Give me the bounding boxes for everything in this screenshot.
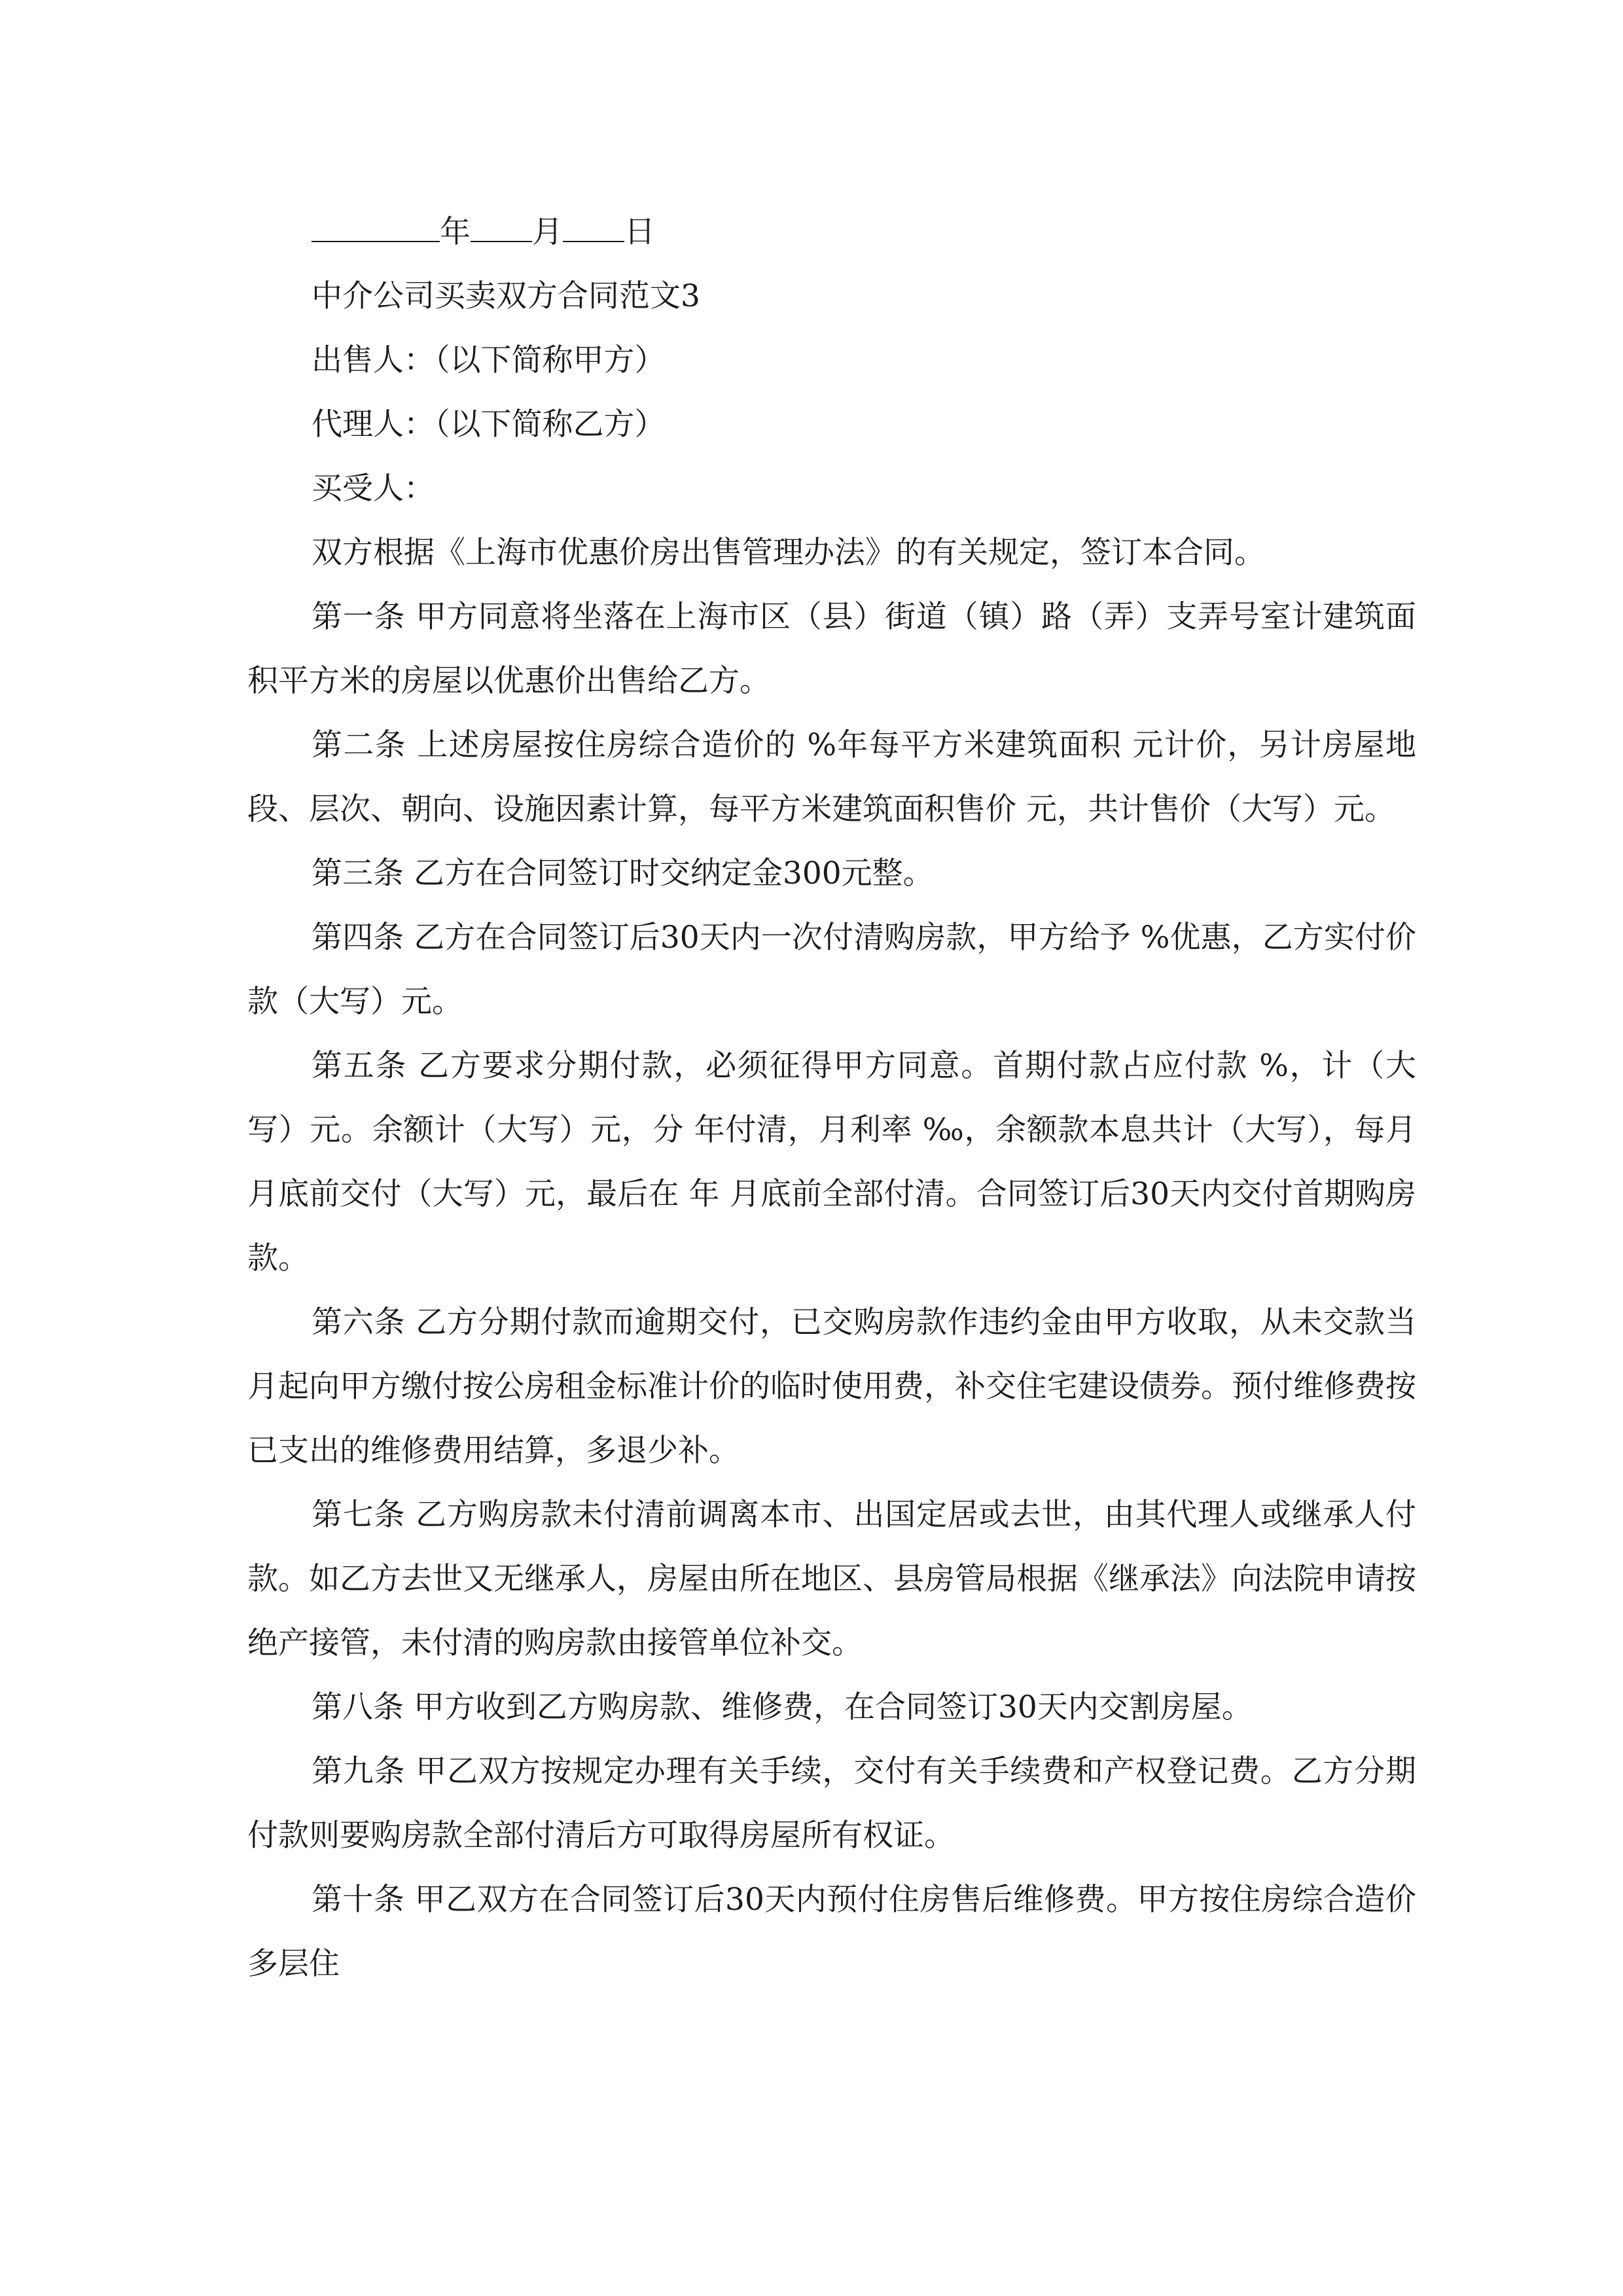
year-blank (312, 202, 440, 242)
document-title: 中介公司买卖双方合同范文3 (312, 278, 700, 314)
article-3: 第三条 乙方在合同签订时交纳定金300元整。 (312, 855, 934, 891)
agent-line: 代理人：（以下简称乙方） (312, 406, 666, 442)
day-label: 日 (624, 214, 655, 250)
article-5: 第五条 乙方要求分期付款，必须征得甲方同意。首期付款占应付款 %，计（大写）元。余额计（大写）元，分 年付清，月利率 ‰，余额款本息共计（大写），每月月底前交付（大写）元，最后在 年 月底前全部付清。合同签订后30天内交付首期购房款。 (247, 1048, 1416, 1276)
date-line (247, 200, 1416, 264)
article-4: 第四条 乙方在合同签订后30天内一次付清购房款，甲方给予 %优惠，乙方实付价款（大写）元。 (247, 920, 1416, 1020)
article-1: 第一条 甲方同意将坐落在上海市区（县）街道（镇）路（弄）支弄号室计建筑面积平方米的房屋以优惠价出售给乙方。 (247, 599, 1416, 699)
month-blank (471, 202, 532, 242)
article-10: 第十条 甲乙双方在合同签订后30天内预付住房售后维修费。甲方按住房综合造价多层住 (247, 1882, 1416, 1982)
article-9: 第九条 甲乙双方按规定办理有关手续，交付有关手续费和产权登记费。乙方分期付款则要购房款全部付清后方可取得房屋所有权证。 (247, 1753, 1416, 1854)
document-body (247, 200, 1416, 1996)
day-blank (563, 202, 624, 242)
article-7: 第七条 乙方购房款未付清前调离本市、出国定居或去世，由其代理人或继承人付款。如乙方去世又无继承人，房屋由所在地区、县房管局根据《继承法》向法院申请按绝产接管，未付清的购房款由接管单位补交。 (247, 1497, 1416, 1661)
article-6: 第六条 乙方分期付款而逾期交付，已交购房款作违约金由甲方收取，从未交款当月起向甲方缴付按公房租金标准计价的临时使用费，补交住宅建设债券。预付维修费按已支出的维修费用结算，多退少补。 (247, 1304, 1416, 1469)
month-label: 月 (532, 214, 563, 250)
year-label: 年 (440, 214, 471, 250)
seller-line: 出售人：（以下简称甲方） (312, 342, 666, 378)
article-8: 第八条 甲方收到乙方购房款、维修费，在合同签订30天内交割房屋。 (312, 1689, 1253, 1725)
buyer-line: 买受人： (312, 471, 435, 507)
intro-paragraph: 双方根据《上海市优惠价房出售管理办法》的有关规定，签订本合同。 (312, 535, 1265, 571)
article-2: 第二条 上述房屋按住房综合造价的 %年每平方米建筑面积 元计价，另计房屋地段、层次、朝向、设施因素计算，每平方米建筑面积售价 元，共计售价（大写）元。 (247, 727, 1416, 827)
